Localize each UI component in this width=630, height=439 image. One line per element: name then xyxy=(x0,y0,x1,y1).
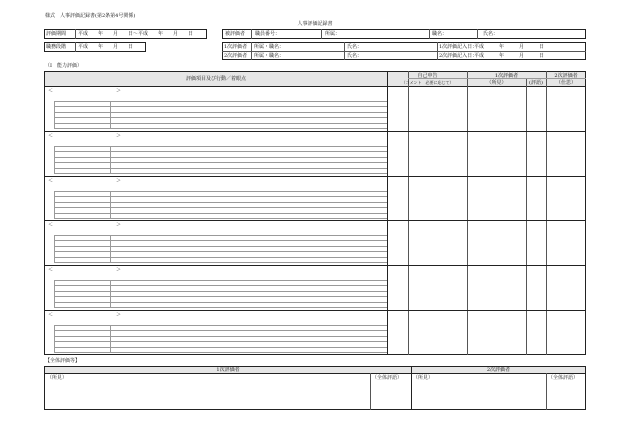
second-entry-cell[interactable] xyxy=(546,311,586,354)
item-row-line xyxy=(54,285,387,286)
form-label: 様式 人事評価記録書(第2条第4号関係) xyxy=(45,13,136,19)
second-entry-cell[interactable] xyxy=(546,132,586,175)
overall-second-header: 2次評価者 xyxy=(486,367,511,373)
period-label: 評価期間 xyxy=(46,31,67,37)
second-entry-cell[interactable] xyxy=(546,266,586,309)
item-row-line xyxy=(54,257,387,258)
block-close-mark: ＞ xyxy=(116,267,122,273)
item-row-line xyxy=(54,162,387,163)
item-row-line xyxy=(54,191,387,192)
item-row-line xyxy=(54,280,387,281)
employee-number-field[interactable]: 職員番号： xyxy=(255,31,281,37)
item-row-line xyxy=(54,347,387,348)
block-close-mark: ＞ xyxy=(116,222,122,228)
ability-section-label: （Ⅰ 能力評価） xyxy=(45,63,82,69)
grade-entry-cell[interactable] xyxy=(526,132,546,175)
first-evaluator-label: 1次評価者 xyxy=(224,44,248,50)
name-field[interactable]: 氏名： xyxy=(483,31,499,37)
second-evaluator-date[interactable]: 平成 年 月 日 xyxy=(474,53,545,59)
grade-entry-cell[interactable] xyxy=(526,87,546,130)
first-entry-cell[interactable] xyxy=(467,132,526,175)
block-open-mark: ＜ xyxy=(48,88,54,94)
block-close-mark: ＞ xyxy=(116,88,122,94)
first-evaluator-date-label: 1次評価記入日： xyxy=(439,44,478,50)
items-column-header: 評価項目及び行動／着眼点 xyxy=(185,76,246,82)
self-entry-cell[interactable] xyxy=(388,221,467,264)
item-row-line xyxy=(54,157,387,158)
item-row-line xyxy=(54,336,387,337)
grade-entry-cell[interactable] xyxy=(526,221,546,264)
item-row-line xyxy=(54,352,387,353)
block-open-mark: ＜ xyxy=(48,133,54,139)
role-label: 職務段階 xyxy=(46,44,67,50)
block-open-mark: ＜ xyxy=(48,267,54,273)
second-evaluator-label: 2次評価者 xyxy=(224,53,248,59)
item-row-line xyxy=(54,330,387,331)
overall-second-grade[interactable]: （全体評語） xyxy=(548,375,579,381)
block-open-mark: ＜ xyxy=(48,312,54,318)
item-row-line xyxy=(54,173,387,174)
item-row-line xyxy=(54,262,387,263)
item-row-line xyxy=(54,296,387,297)
block-open-mark: ＜ xyxy=(48,178,54,184)
item-row-line xyxy=(54,341,387,342)
self-entry-cell[interactable] xyxy=(388,87,467,130)
grade-entry-cell[interactable] xyxy=(526,311,546,354)
evaluatee-label: 被評価者 xyxy=(225,31,246,37)
second-entry-cell[interactable] xyxy=(546,87,586,130)
first-entry-cell[interactable] xyxy=(467,177,526,220)
item-row-line xyxy=(54,106,387,107)
first-entry-cell[interactable] xyxy=(467,87,526,130)
item-row-line xyxy=(54,128,387,129)
item-row-line xyxy=(54,123,387,124)
overall-first-grade[interactable]: （全体評語） xyxy=(372,375,403,381)
second-evaluator-post[interactable]: 所属・職名： xyxy=(254,53,285,59)
item-row-line xyxy=(54,218,387,219)
first-column-header: 1次評価者 xyxy=(494,73,519,79)
item-row-line xyxy=(54,146,387,147)
second-evaluator-name[interactable]: 氏名： xyxy=(347,53,363,59)
item-row-line xyxy=(54,251,387,252)
first-column-grade: (評語) xyxy=(529,80,543,86)
role-value[interactable]: 平成 年 月 日 xyxy=(78,44,134,50)
item-row-line xyxy=(54,325,387,326)
item-row-line xyxy=(54,246,387,247)
item-row-line xyxy=(54,101,387,102)
second-entry-cell[interactable] xyxy=(546,221,586,264)
first-evaluator-post[interactable]: 所属・職名： xyxy=(254,44,285,50)
overall-first-header: 1次評価者 xyxy=(216,367,240,373)
first-entry-cell[interactable] xyxy=(467,221,526,264)
overall-first-finding[interactable]: （所見） xyxy=(47,375,68,381)
first-evaluator-name[interactable]: 氏名： xyxy=(347,44,363,50)
document-title: 人事評価記録書 xyxy=(297,21,333,27)
item-row-line xyxy=(54,302,387,303)
second-evaluator-date-label: 2次評価記入日： xyxy=(439,53,478,59)
item-row-line xyxy=(54,202,387,203)
self-entry-cell[interactable] xyxy=(388,177,467,220)
first-entry-cell[interactable] xyxy=(467,266,526,309)
position-field[interactable]: 職名： xyxy=(432,31,448,37)
item-row-line xyxy=(54,235,387,236)
item-row-line xyxy=(54,240,387,241)
item-row-line xyxy=(54,213,387,214)
block-close-mark: ＞ xyxy=(116,312,122,318)
item-row-line xyxy=(54,117,387,118)
block-close-mark: ＞ xyxy=(116,133,122,139)
self-entry-cell[interactable] xyxy=(388,266,467,309)
department-field[interactable]: 所属： xyxy=(325,31,341,37)
period-value[interactable]: 平成 年 月 日～平成 年 月 日 xyxy=(78,31,194,37)
first-column-finding: （所見） xyxy=(486,80,507,86)
block-open-mark: ＜ xyxy=(48,222,54,228)
item-row-line xyxy=(54,151,387,152)
grade-entry-cell[interactable] xyxy=(526,266,546,309)
item-row-line xyxy=(54,168,387,169)
grade-entry-cell[interactable] xyxy=(526,177,546,220)
overall-section-label: 【全体評価等】 xyxy=(45,358,81,364)
item-row-line xyxy=(54,112,387,113)
item-row-line xyxy=(54,307,387,308)
second-column-subheader: （仕思） xyxy=(555,80,576,86)
second-column-header: 2次評価者 xyxy=(554,73,578,79)
first-entry-cell[interactable] xyxy=(467,311,526,354)
item-row-line xyxy=(54,291,387,292)
self-column-header: 自己申告 xyxy=(417,73,438,79)
item-row-line xyxy=(54,207,387,208)
overall-second-finding[interactable]: （所見） xyxy=(413,375,434,381)
first-evaluator-date[interactable]: 平成 年 月 日 xyxy=(474,44,545,50)
self-entry-cell[interactable] xyxy=(388,132,467,175)
second-entry-cell[interactable] xyxy=(546,177,586,220)
item-row-line xyxy=(54,196,387,197)
self-column-subheader: （コメント 必要に応じて） xyxy=(401,80,454,85)
block-close-mark: ＞ xyxy=(116,178,122,184)
self-entry-cell[interactable] xyxy=(388,311,467,354)
